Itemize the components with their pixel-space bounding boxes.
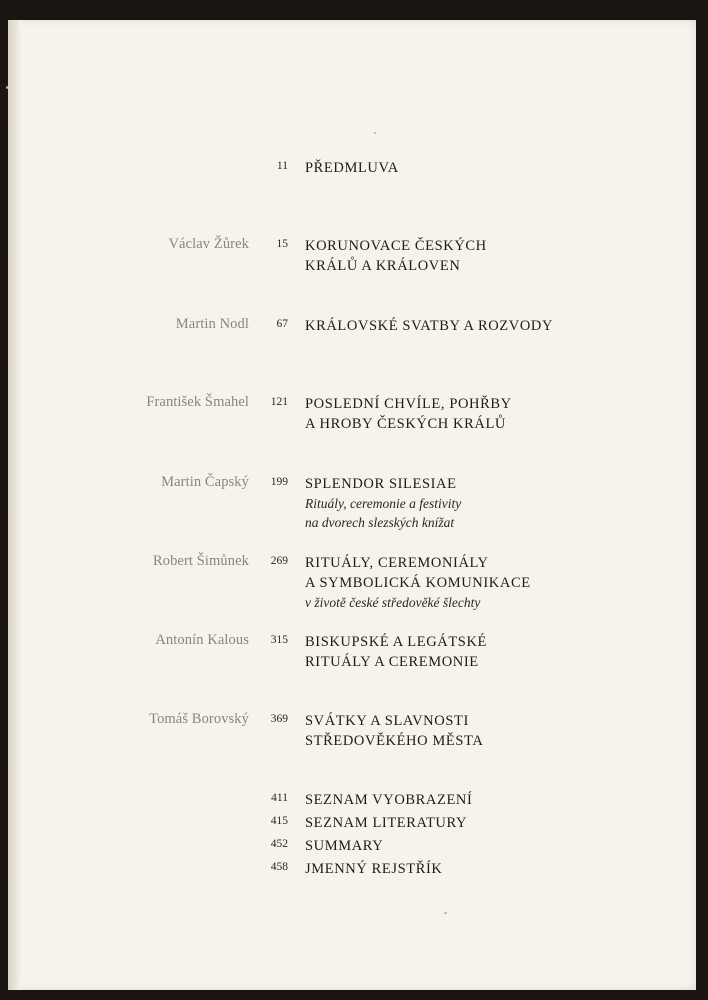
subtitle-line: Rituály, ceremonie a festivity — [305, 496, 462, 511]
title-line: KORUNOVACE ČESKÝCH — [305, 238, 487, 254]
entry-title — [305, 813, 467, 833]
page-number: 67 — [276, 318, 288, 330]
title-line: A SYMBOLICKÁ KOMUNIKACE — [305, 575, 531, 591]
title-line: SPLENDOR SILESIAE — [305, 476, 457, 492]
title-line: RITUÁLY, CEREMONIÁLY — [305, 555, 489, 571]
page-number: 411 — [271, 792, 288, 804]
subtitle-line: na dvorech slezských knížat — [305, 515, 455, 530]
author-name: Robert Šimůnek — [152, 553, 249, 569]
entry-title — [305, 711, 483, 751]
paper-speck — [444, 912, 447, 914]
entry-title — [305, 553, 531, 612]
page-number: 458 — [270, 861, 288, 873]
book-page — [8, 20, 696, 990]
title-line: JMENNÝ REJSTŘÍK — [305, 861, 443, 877]
title-line: RITUÁLY A CEREMONIE — [305, 654, 479, 670]
title-line: SEZNAM LITERATURY — [305, 815, 468, 831]
entry-title — [305, 316, 553, 336]
title-line: KRÁLŮ A KRÁLOVEN — [305, 258, 461, 274]
title-line: KRÁLOVSKÉ SVATBY A ROZVODY — [305, 318, 554, 334]
entry-title — [305, 158, 399, 178]
page-number: 15 — [276, 238, 288, 250]
title-line: A HROBY ČESKÝCH KRÁLŮ — [305, 416, 506, 432]
author-name: Václav Žůrek — [168, 236, 249, 252]
paper-speck — [6, 86, 8, 89]
title-line: PŘEDMLUVA — [305, 160, 399, 176]
author-name: František Šmahel — [146, 394, 249, 410]
page-gutter-shadow — [8, 20, 22, 990]
page-number: 269 — [270, 555, 288, 567]
title-line: SVÁTKY A SLAVNOSTI — [305, 713, 469, 729]
author-name: Martin Čapský — [161, 474, 249, 490]
entry-title — [305, 859, 443, 879]
author-name: Antonín Kalous — [155, 632, 249, 648]
title-line: STŘEDOVĚKÉHO MĚSTA — [305, 733, 484, 749]
page-number: 11 — [276, 160, 288, 172]
author-name: Tomáš Borovský — [149, 711, 249, 727]
page-number: 199 — [270, 476, 288, 488]
entry-title — [305, 474, 461, 532]
page-number: 452 — [270, 838, 288, 850]
page-number: 415 — [270, 815, 288, 827]
page-number: 369 — [270, 713, 288, 725]
title-line: BISKUPSKÉ A LEGÁTSKÉ — [305, 634, 487, 650]
page-number: 121 — [270, 396, 288, 408]
page-number: 315 — [270, 634, 288, 646]
entry-title — [305, 790, 472, 810]
title-line: POSLEDNÍ CHVÍLE, POHŘBY — [305, 396, 512, 412]
title-line: SUMMARY — [305, 838, 384, 854]
entry-title — [305, 394, 512, 434]
entry-title — [305, 632, 487, 672]
subtitle-line: v životě české středověké šlechty — [305, 595, 481, 610]
title-line: SEZNAM VYOBRAZENÍ — [305, 792, 473, 808]
entry-title — [305, 836, 383, 856]
paper-speck — [374, 132, 376, 134]
entry-title — [305, 236, 487, 276]
author-name: Martin Nodl — [175, 316, 249, 332]
